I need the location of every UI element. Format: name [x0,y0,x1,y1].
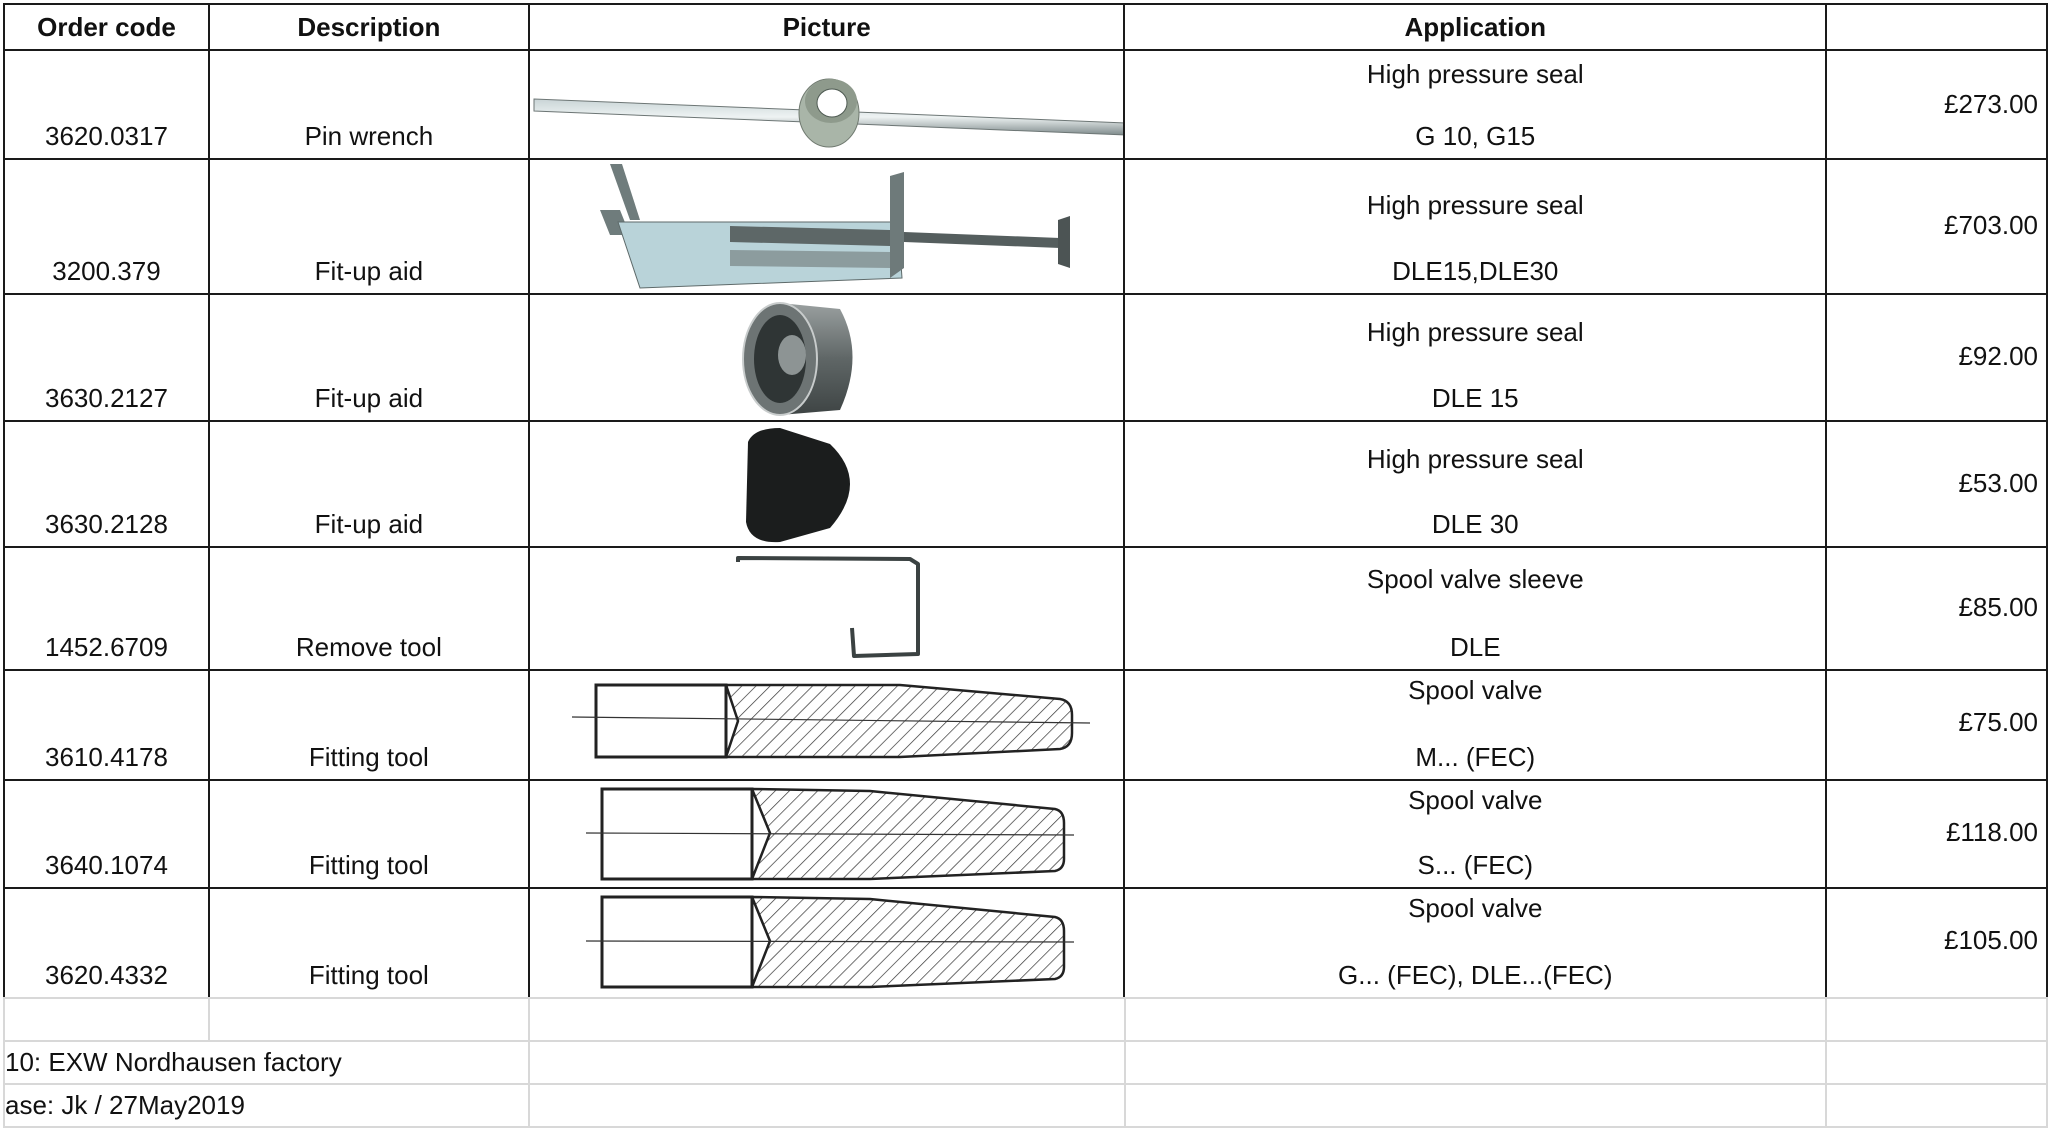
fit-up-aid-frame-photo-icon [530,160,1125,293]
header-order-code: Order code [4,4,209,50]
tools-price-table [3,3,2048,999]
description: Pin wrench [304,121,434,151]
header-description: Description [209,4,529,50]
order-code-cell [4,50,209,159]
table-row [4,670,2047,780]
pin-wrench-photo-icon [530,51,1125,158]
empty-cell [1826,1041,2047,1084]
description: Fit-up aid [314,256,424,286]
empty-cell [1826,998,2047,1041]
application-line-1: Spool valve [1408,785,1543,815]
order-code-cell [4,888,209,998]
application-line-2: DLE15,DLE30 [1392,256,1559,286]
application-cell [1124,50,1826,159]
description-cell [209,421,529,547]
table-row [4,780,2047,888]
order-code: 3200.379 [52,256,161,286]
fitting-tool-drawing-icon [530,671,1125,779]
application-line-2: G... (FEC), DLE...(FEC) [1338,960,1613,990]
description: Fitting tool [308,850,429,880]
description: Fit-up aid [314,383,424,413]
empty-cell [1125,998,1827,1041]
application-line-2: M... (FEC) [1415,742,1536,772]
order-code: 3620.0317 [45,121,168,151]
price: £85.00 [1958,592,2038,622]
empty-cell [529,998,1125,1041]
price-cell [1826,50,2047,159]
footer-note-row [4,1084,2047,1127]
application-line-1: High pressure seal [1366,190,1584,220]
black-cone-photo-icon [530,422,1125,546]
price-cell [1826,670,2047,780]
picture-cell [529,159,1125,294]
order-code-cell [4,294,209,421]
order-code-cell [4,780,209,888]
metal-sleeve-photo-icon [530,295,1125,420]
bent-wire-hook-photo-icon [530,548,1125,669]
price: £75.00 [1958,707,2038,737]
application-cell [1124,780,1826,888]
order-code: 1452.6709 [45,632,168,662]
empty-row [4,998,2047,1041]
application-line-1: Spool valve sleeve [1366,564,1584,594]
order-code: 3640.1074 [45,850,168,880]
empty-cell [1826,1084,2047,1127]
description: Fitting tool [308,742,429,772]
picture-cell [529,888,1125,998]
table-row [4,888,2047,998]
order-code-cell [4,670,209,780]
application-cell [1124,547,1826,670]
application-line-2: DLE 15 [1431,383,1519,413]
footer-grid [3,997,2048,1128]
order-code-cell [4,421,209,547]
application-line-2: G 10, G15 [1415,121,1536,151]
order-code: 3630.2127 [45,383,168,413]
order-code-cell [4,159,209,294]
table-row [4,50,2047,159]
picture-cell [529,50,1125,159]
price: £53.00 [1958,468,2038,498]
price: £118.00 [1945,817,2038,847]
picture-cell [529,294,1125,421]
price: £105.00 [1944,925,2038,955]
table-row [4,294,2047,421]
description-cell [209,294,529,421]
incoterms-note: 10: EXW Nordhausen factory [4,1041,529,1084]
description-cell [209,50,529,159]
description: Fit-up aid [314,509,424,539]
description-cell [209,780,529,888]
footer-note-row [4,1041,2047,1084]
application-line-1: High pressure seal [1366,59,1584,89]
order-code: 3630.2128 [45,509,168,539]
application-line-1: High pressure seal [1366,317,1584,347]
order-code: 3610.4178 [45,742,168,772]
description-cell [209,670,529,780]
empty-cell [4,998,209,1041]
price-cell [1826,159,2047,294]
empty-cell [529,1084,1125,1127]
description-cell [209,547,529,670]
table-row [4,159,2047,294]
price-cell [1826,547,2047,670]
application-line-2: DLE 30 [1431,509,1519,539]
release-note: ase: Jk / 27May2019 [4,1084,529,1127]
table-row [4,547,2047,670]
fitting-tool-drawing-icon [530,781,1125,887]
description-cell [209,888,529,998]
table-row [4,421,2047,547]
picture-cell [529,547,1125,670]
empty-cell [1125,1084,1827,1127]
header-application: Application [1124,4,1826,50]
application-cell [1124,888,1826,998]
application-line-2: DLE [1449,632,1501,662]
application-cell [1124,294,1826,421]
picture-cell [529,421,1125,547]
header-price [1826,4,2047,50]
application-cell [1124,421,1826,547]
empty-cell [529,1041,1125,1084]
price-cell [1826,421,2047,547]
description: Remove tool [295,632,442,662]
price: £92.00 [1958,341,2038,371]
application-line-2: S... (FEC) [1417,850,1534,880]
order-code-cell [4,547,209,670]
price-cell [1826,780,2047,888]
description-cell [209,159,529,294]
picture-cell [529,780,1125,888]
empty-cell [209,998,529,1041]
picture-cell [529,670,1125,780]
application-line-1: Spool valve [1408,675,1543,705]
header-picture: Picture [529,4,1125,50]
price: £273.00 [1944,89,2038,119]
fitting-tool-drawing-icon [530,889,1125,997]
description: Fitting tool [308,960,429,990]
application-line-1: High pressure seal [1366,444,1584,474]
order-code: 3620.4332 [45,960,168,990]
price-cell [1826,294,2047,421]
application-cell [1124,159,1826,294]
empty-cell [1125,1041,1827,1084]
price-cell [1826,888,2047,998]
application-cell [1124,670,1826,780]
header-row [4,4,2047,50]
price: £703.00 [1944,210,2038,240]
application-line-1: Spool valve [1408,893,1543,923]
